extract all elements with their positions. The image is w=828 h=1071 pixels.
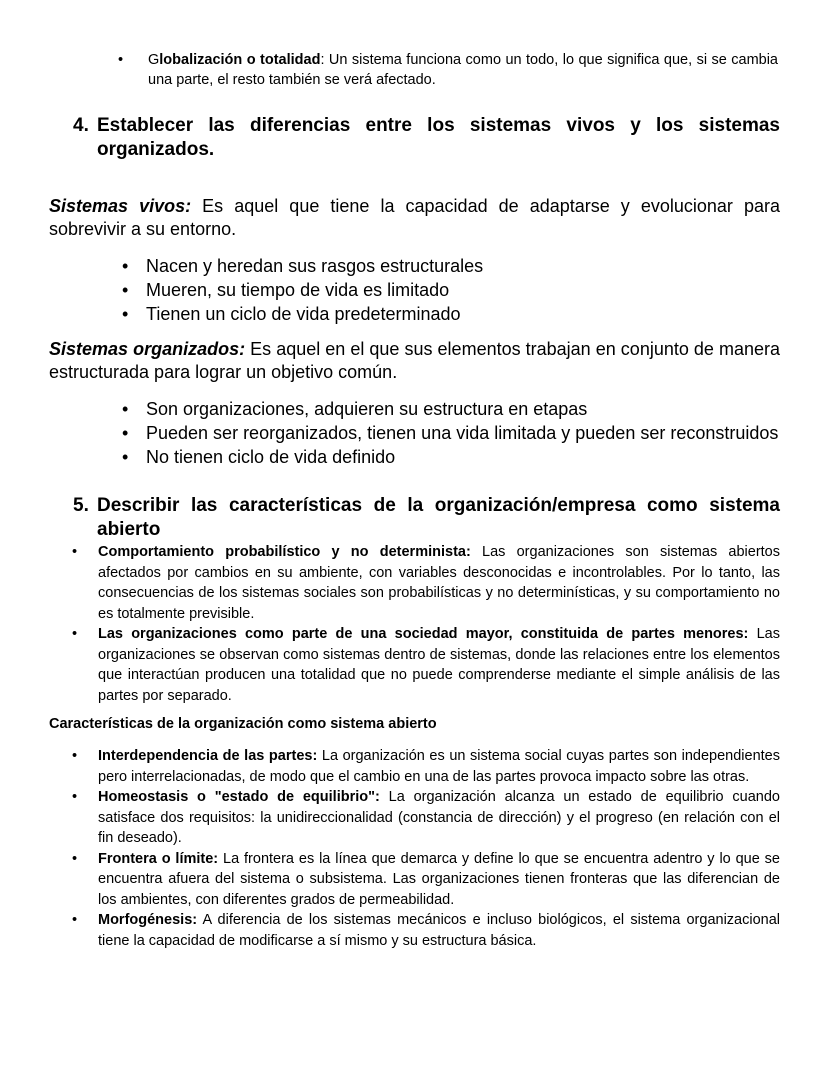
caracteristicas-heading: Características de la organización como sistema abierto bbox=[49, 716, 437, 732]
section-title: Describir las características de la organización/empresa como sistema abierto bbox=[97, 495, 780, 540]
bullet-icon: • bbox=[122, 447, 129, 467]
section-number: 5. bbox=[73, 495, 89, 516]
sistemas-vivos-paragraph: Sistemas vivos: Es aquel que tiene la capacidad de adaptarse y evolucionar para sobrevivir a su entorno. bbox=[49, 196, 780, 239]
section-number: 4. bbox=[73, 115, 89, 136]
bullet-icon: • bbox=[72, 544, 78, 560]
list-item: • Tienen un ciclo de vida predeterminado bbox=[122, 304, 461, 324]
sistemas-organizados-paragraph: Sistemas organizados: Es aquel en el que sus elementos trabajan en conjunto de manera estructurada para lograr un objetivo común. bbox=[49, 339, 781, 382]
list-item: • Homeostasis o "estado de equilibrio": La organización alcanza un estado de equilibrio cuando satisface dos requisitos: la unidireccionalidad (constancia de dirección) y el progreso (en relación con el fin deseado). bbox=[72, 789, 780, 846]
section-4-heading bbox=[73, 114, 780, 162]
globalizacion-bullet bbox=[118, 50, 778, 90]
sistemas-organizados-list bbox=[122, 397, 780, 469]
list-item: • Son organizaciones, adquieren su estructura en etapas bbox=[122, 399, 588, 419]
globalizacion-text: Globalización o totalidad: Un sistema funciona como un todo, lo que significa que, si se cambia una parte, el resto también se verá afectado. bbox=[148, 52, 778, 88]
bullet-icon: • bbox=[72, 789, 78, 805]
sistemas-organizados-term: Sistemas organizados: bbox=[49, 339, 246, 359]
section-title: Establecer las diferencias entre los sistemas vivos y los sistemas organizados. bbox=[97, 115, 780, 160]
bullet-icon: • bbox=[118, 52, 124, 68]
section-5-list bbox=[72, 542, 780, 706]
list-item: • Morfogénesis: A diferencia de los sistemas mecánicos e incluso biológicos, el sistema organizacional tiene la capacidad de modificarse a sí mismo y su estructura básica. bbox=[72, 912, 780, 949]
list-item: • No tienen ciclo de vida definido bbox=[122, 447, 396, 467]
bullet-icon: • bbox=[122, 399, 129, 419]
list-item: • Comportamiento probabilístico y no determinista: Las organizaciones son sistemas abiertos afectados por cambios en su ambiente, con variables desconocidas e incontrolables. Por lo tanto, las consecuencias de los sistemas sociales son probabilísticas y no determinísticas, y su comportamiento no es totalmente previsible. bbox=[72, 544, 780, 622]
sistemas-vivos-list bbox=[122, 254, 780, 326]
bullet-icon: • bbox=[72, 850, 78, 867]
bullet-icon: • bbox=[122, 423, 129, 443]
list-item: • Mueren, su tiempo de vida es limitado bbox=[122, 280, 450, 300]
list-item: • Interdependencia de las partes: La organización es un sistema social cuyas partes son independientes pero interrelacionadas, de modo que el cambio en una de las partes provoca impacto sobre las otras. bbox=[72, 748, 780, 785]
bullet-icon: • bbox=[72, 912, 78, 928]
bullet-icon: • bbox=[122, 280, 129, 300]
globalizacion-term: lobalización o totalidad bbox=[159, 52, 321, 68]
bullet-icon: • bbox=[122, 304, 129, 324]
bullet-icon: • bbox=[72, 748, 78, 764]
list-item: • Nacen y heredan sus rasgos estructurales bbox=[122, 256, 484, 276]
section-5-heading bbox=[73, 494, 780, 542]
list-item: • Las organizaciones como parte de una sociedad mayor, constituida de partes menores: Las organizaciones se observan como sistemas dentro de sistemas, donde las relaciones entre los elementos que interactúan producen una totalidad que no puede comprenderse mediante el simple análisis de las partes por separado. bbox=[72, 626, 780, 704]
caracteristicas-list bbox=[72, 746, 780, 951]
sistemas-vivos-term: Sistemas vivos: bbox=[49, 196, 192, 216]
list-item: • Frontera o límite: La frontera es la línea que demarca y define lo que se encuentra adentro y lo que se encuentra afuera del sistema o subsistema. Las organizaciones tienen fronteras que las diferencian de los ambientes, con diferentes grados de permeabilidad. bbox=[72, 850, 780, 908]
bullet-icon: • bbox=[122, 256, 129, 276]
list-item: • Pueden ser reorganizados, tienen una vida limitada y pueden ser reconstruidos bbox=[122, 423, 779, 443]
bullet-icon: • bbox=[72, 626, 78, 642]
